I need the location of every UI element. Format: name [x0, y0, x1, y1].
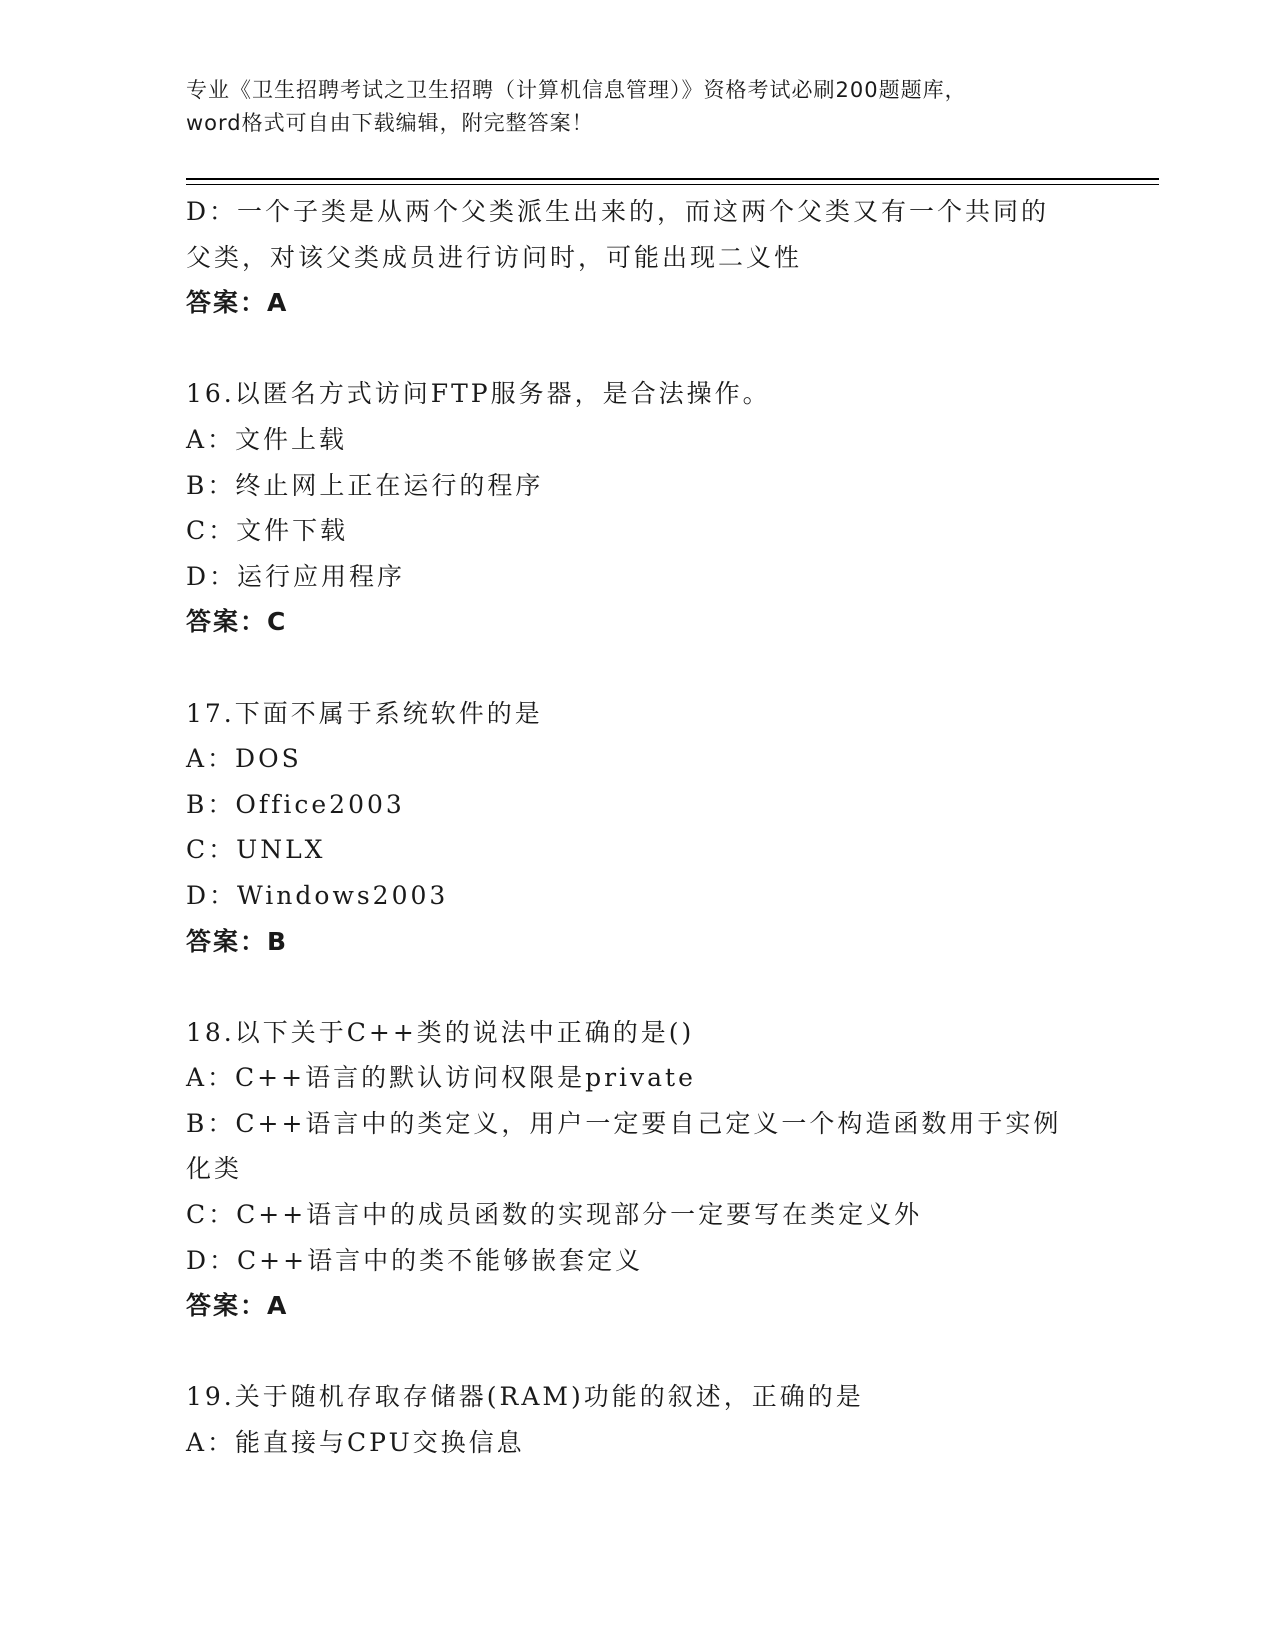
option-b: B：Office2003 [186, 789, 405, 819]
question-stem: 17.下面不属于系统软件的是 [186, 698, 543, 728]
option-d: D：Windows2003 [186, 880, 449, 910]
question-stem: 18.以下关于C++类的说法中正确的是() [186, 1017, 695, 1047]
option-a: A：DOS [186, 744, 302, 774]
option-d-line-2: 父类，对该父类成员进行访问时，可能出现二义性 [186, 242, 803, 272]
question-spacer [186, 645, 1086, 691]
answer-line: 答案：B [186, 926, 289, 956]
question-body [186, 189, 1086, 1466]
option-b: B：C++语言中的类定义，用户一定要自己定义一个构造函数用于实例 [186, 1108, 1062, 1138]
header-rule-thick [186, 178, 1159, 180]
option-d-line-1: D：一个子类是从两个父类派生出来的，而这两个父类又有一个共同的 [186, 197, 1050, 226]
header-rule-thin [186, 184, 1159, 185]
option-c: C：UNLX [186, 835, 326, 865]
question-stem: 19.关于随机存取存储器(RAM)功能的叙述，正确的是 [186, 1382, 864, 1412]
option-c: C：C++语言中的成员函数的实现部分一定要写在类定义外 [186, 1200, 923, 1230]
answer-line: 答案：A [186, 288, 289, 318]
option-b-continued: 化类 [186, 1154, 243, 1184]
question-spacer [186, 964, 1086, 1010]
document-header [186, 74, 1086, 140]
option-a: A：C++语言的默认访问权限是private [186, 1063, 696, 1093]
header-title-line-1: 专业《卫生招聘考试之卫生招聘（计算机信息管理）》资格考试必刷200题题库， [186, 78, 967, 102]
question-stem: 16.以匿名方式访问FTP服务器，是合法操作。 [186, 379, 771, 409]
option-d: D：运行应用程序 [186, 561, 406, 591]
option-d: D：C++语言中的类不能够嵌套定义 [186, 1245, 644, 1275]
option-a: A：能直接与CPU交换信息 [186, 1428, 525, 1458]
question-spacer [186, 1329, 1086, 1375]
answer-line: 答案：C [186, 607, 288, 637]
answer-line: 答案：A [186, 1291, 289, 1321]
header-title-line-2: word格式可自由下载编辑，附完整答案！ [186, 111, 594, 135]
option-a: A：文件上载 [186, 424, 348, 454]
option-c: C：文件下载 [186, 516, 349, 546]
option-b: B：终止网上正在运行的程序 [186, 470, 544, 500]
question-spacer [186, 326, 1086, 372]
